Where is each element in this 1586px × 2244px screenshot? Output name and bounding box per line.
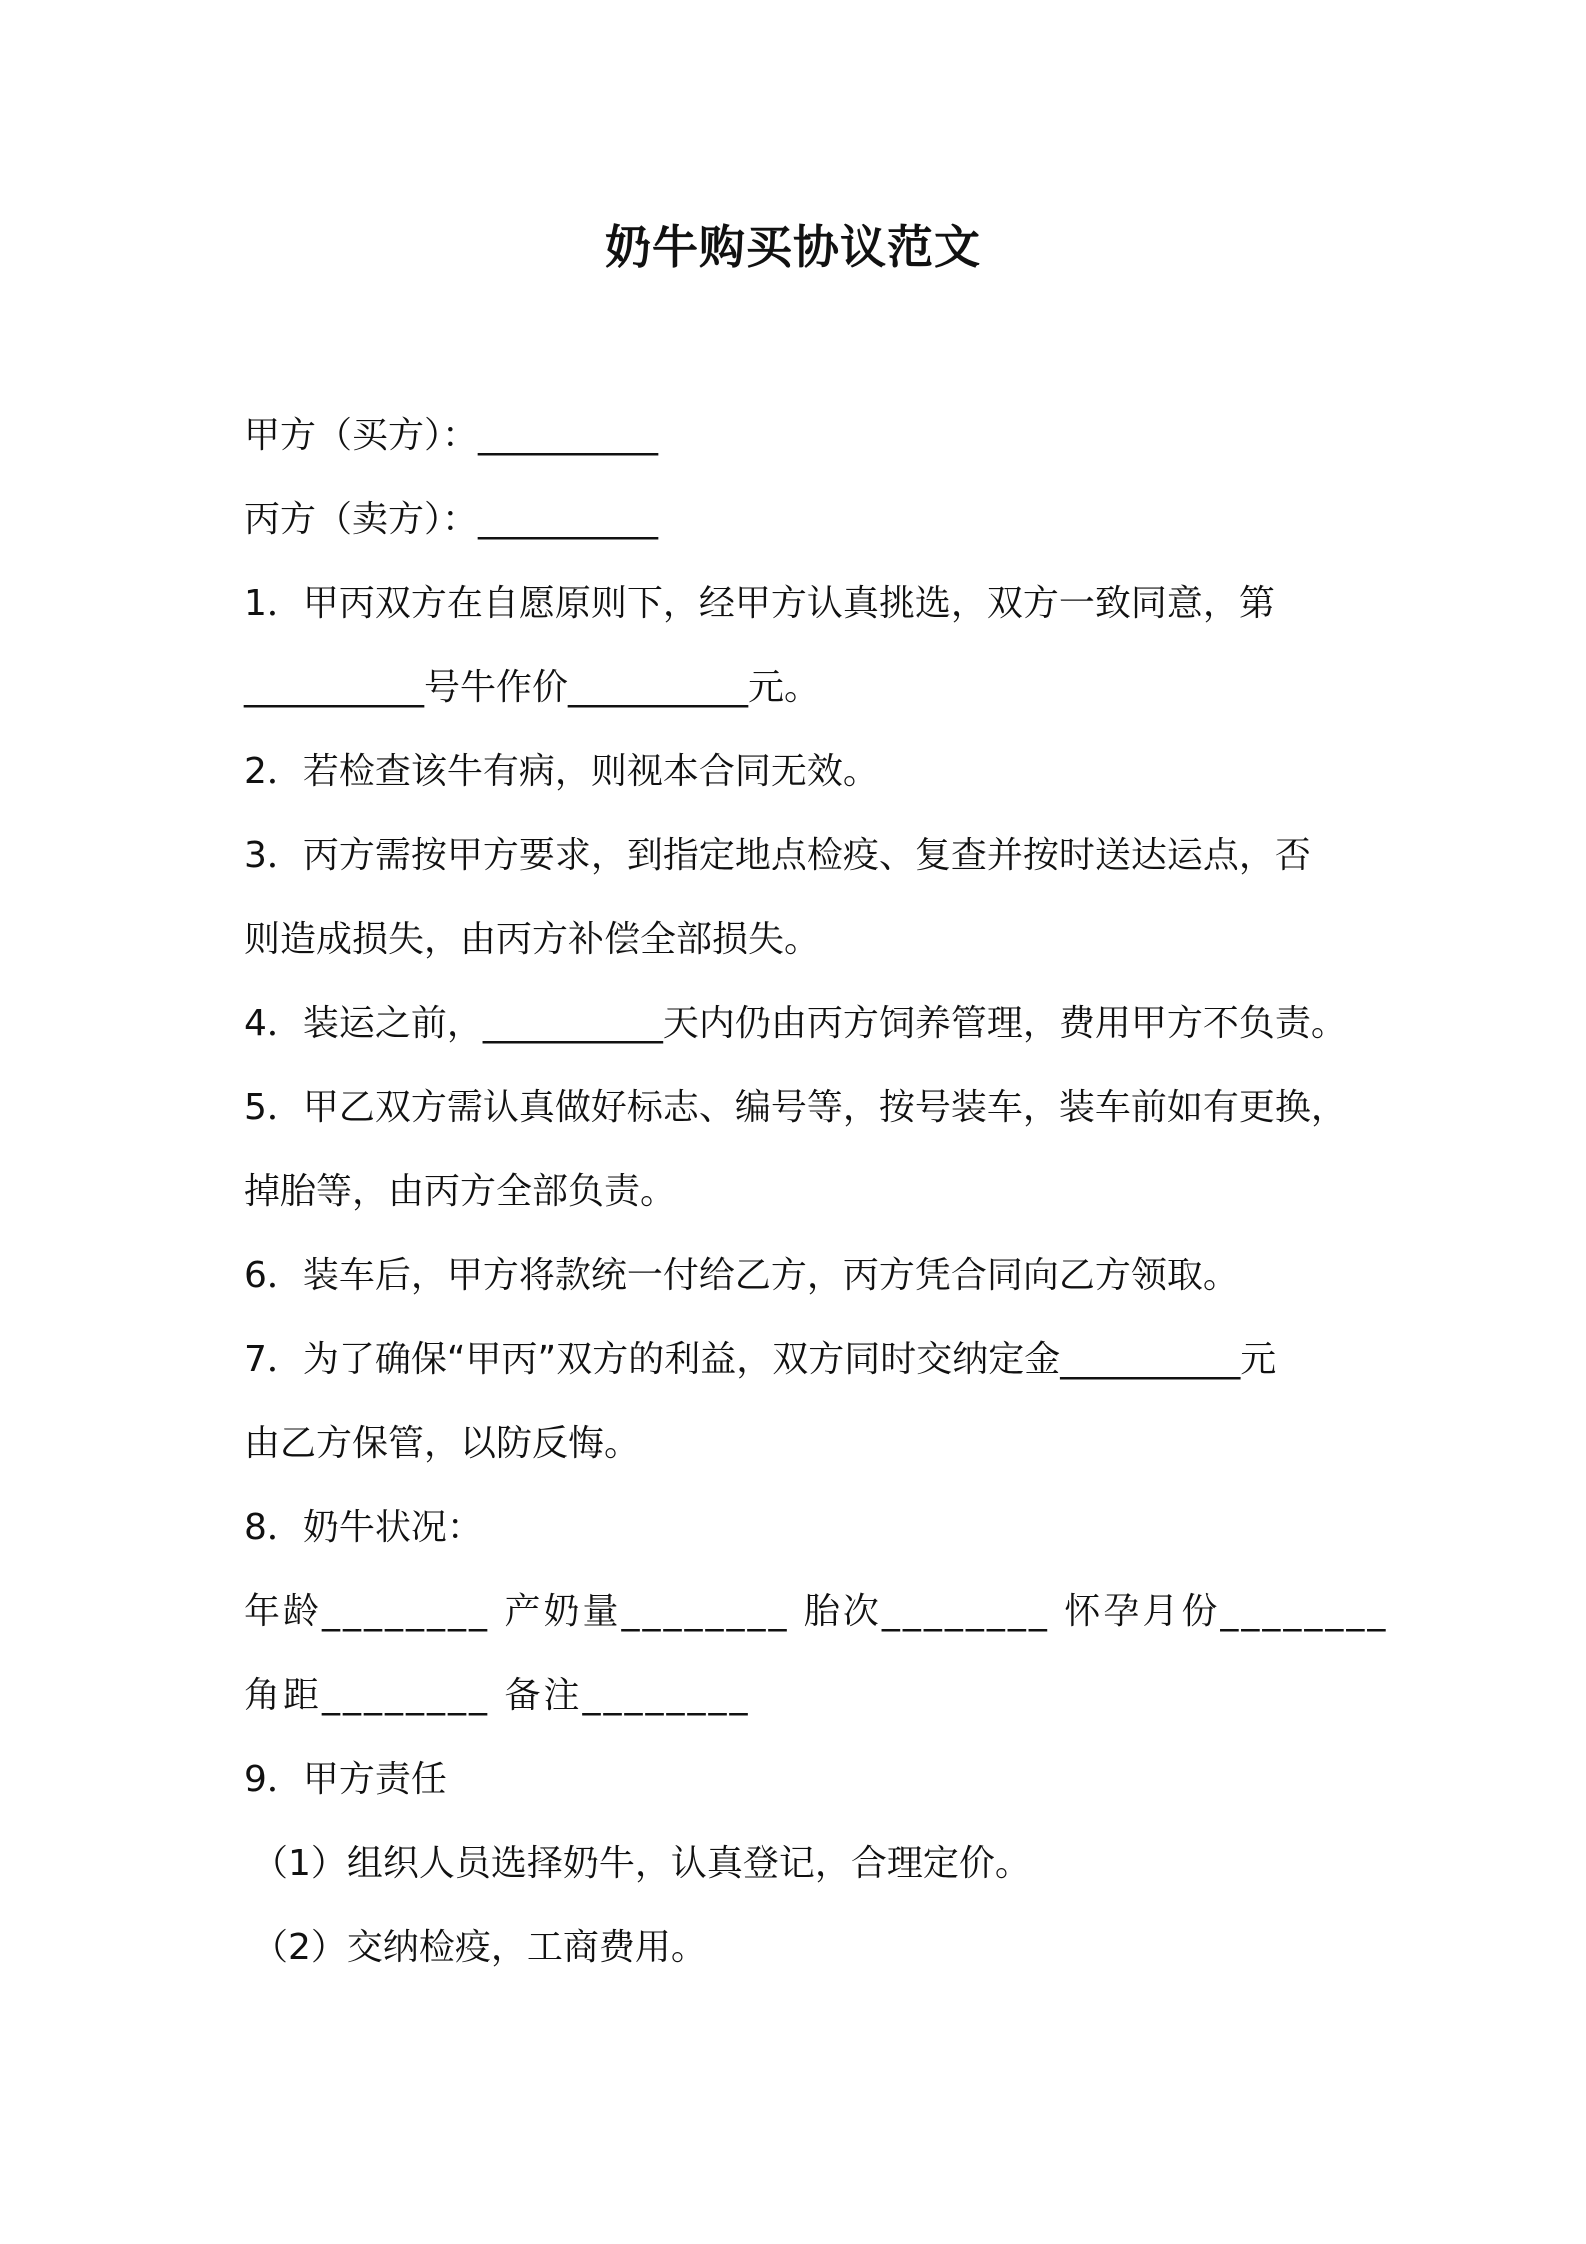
party-c-line: 丙方（卖方）：__________	[244, 499, 659, 540]
clause-4: 4．装运之前，__________天内仍由丙方饲养管理，费用甲方不负责。	[244, 1003, 1347, 1044]
clause-9-item-2: （2）交纳检疫，工商费用。	[252, 1927, 707, 1968]
party-a-line: 甲方（买方）：__________	[244, 415, 659, 456]
clause-6: 6．装车后，甲方将款统一付给乙方，丙方凭合同向乙方领取。	[244, 1255, 1239, 1296]
clause-7-line-1: 7．为了确保“甲丙”双方的利益，双方同时交纳定金__________元	[244, 1339, 1277, 1380]
clause-3-line-2: 则造成损失，由丙方补偿全部损失。	[244, 919, 821, 960]
clause-3-line-1: 3．丙方需按甲方要求，到指定地点检疫、复查并按时送达运点，否	[244, 835, 1311, 876]
clause-7-line-2: 由乙方保管，以防反悔。	[244, 1423, 641, 1464]
clause-1-line-2: __________号牛作价__________元。	[244, 667, 821, 708]
document-title: 奶牛购买协议范文	[605, 220, 981, 274]
cow-status-line-2: 角距________ 备注________	[244, 1675, 751, 1716]
clause-2: 2．若检查该牛有病，则视本合同无效。	[244, 751, 879, 792]
clause-5-line-1: 5．甲乙双方需认真做好标志、编号等，按号装车，装车前如有更换，	[244, 1087, 1347, 1128]
clause-9-heading: 9．甲方责任	[244, 1759, 447, 1800]
clause-1-line-1: 1．甲丙双方在自愿原则下，经甲方认真挑选，双方一致同意，第	[244, 583, 1275, 624]
cow-status-line-1: 年龄________ 产奶量________ 胎次________ 怀孕月份________	[244, 1591, 1389, 1632]
clause-8-heading: 8．奶牛状况：	[244, 1507, 483, 1548]
clause-9-item-1: （1）组织人员选择奶牛，认真登记，合理定价。	[252, 1843, 1031, 1884]
clause-5-line-2: 掉胎等，由丙方全部负责。	[244, 1171, 677, 1212]
